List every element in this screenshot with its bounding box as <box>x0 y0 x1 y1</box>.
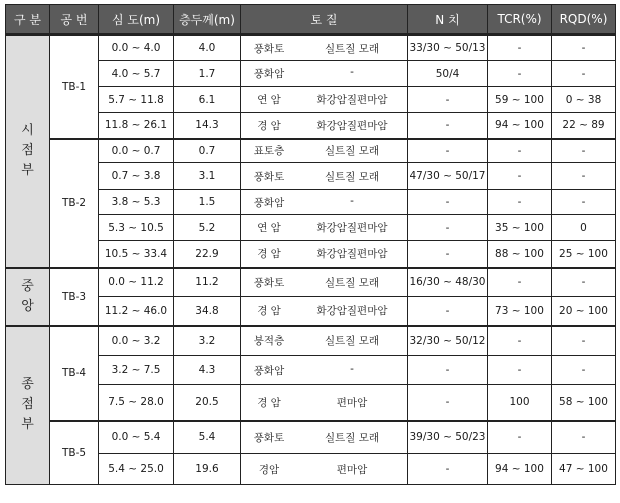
rqd-cell: 20 ~ 100 <box>552 297 616 326</box>
depth-cell: 0.0 ~ 4.0 <box>99 35 174 61</box>
soil-layer-name: 풍화토 <box>253 170 285 183</box>
soil-description: 실트질 모래 <box>324 431 380 444</box>
soil-layer-name: 연 암 <box>257 94 281 106</box>
soil-description: 화강암질편마암 <box>316 222 388 234</box>
tcr-cell: 88 ~ 100 <box>488 241 552 268</box>
n-value-cell: 50/4 <box>408 61 488 87</box>
soil-layer-name: 풍화토 <box>253 431 285 444</box>
borehole-id: TB-3 <box>50 268 99 326</box>
soil-description: - <box>350 362 354 375</box>
n-value-cell: 39/30 ~ 50/23 <box>408 421 488 454</box>
tcr-cell: - <box>488 326 552 356</box>
thickness-cell: 3.2 <box>174 326 241 356</box>
soil-description: 화강암질편마암 <box>316 248 388 261</box>
soil-cell <box>241 241 408 268</box>
soil-cell <box>241 454 408 485</box>
soil-description: 실트질 모래 <box>324 335 380 348</box>
soil-cell <box>241 326 408 356</box>
rqd-cell: 22 ~ 89 <box>552 113 616 139</box>
soil-layer-name: 풍화토 <box>253 276 285 289</box>
borehole-table <box>5 4 616 485</box>
region-name-char: 앙 <box>21 298 34 314</box>
soil-layer-name: 경 암 <box>257 396 281 409</box>
n-value-cell: 16/30 ~ 48/30 <box>408 268 488 297</box>
soil-cell <box>241 385 408 421</box>
soil-cell <box>241 139 408 163</box>
tcr-cell: 100 <box>488 385 552 421</box>
depth-cell: 0.0 ~ 11.2 <box>99 268 174 297</box>
tcr-cell: - <box>488 163 552 190</box>
region-cell <box>6 326 50 485</box>
n-value-cell: 32/30 ~ 50/12 <box>408 326 488 356</box>
header-rqd: RQD(%) <box>552 5 616 35</box>
depth-cell: 0.0 ~ 3.2 <box>99 326 174 356</box>
region-name-char: 부 <box>21 417 34 433</box>
depth-cell: 10.5 ~ 33.4 <box>99 241 174 268</box>
n-value-cell: - <box>408 385 488 421</box>
rqd-cell: - <box>552 163 616 190</box>
rqd-cell: - <box>552 356 616 385</box>
thickness-cell: 0.7 <box>174 139 241 163</box>
soil-description: - <box>350 194 354 207</box>
soil-layer-name: 경 암 <box>257 305 281 318</box>
tcr-cell: 94 ~ 100 <box>488 454 552 485</box>
thickness-cell: 19.6 <box>174 454 241 485</box>
soil-description: 화강암질편마암 <box>316 305 388 318</box>
soil-cell <box>241 268 408 297</box>
thickness-cell: 1.7 <box>174 61 241 87</box>
soil-description: 화강암질편마암 <box>316 119 388 132</box>
soil-cell <box>241 215 408 241</box>
soil-description: 화강암질편마암 <box>316 94 388 106</box>
soil-layer-name: 경 암 <box>257 248 281 261</box>
tcr-cell: - <box>488 421 552 454</box>
rqd-cell: - <box>552 139 616 163</box>
thickness-cell: 20.5 <box>174 385 241 421</box>
region-name-char: 점 <box>21 397 34 413</box>
borehole-table-container <box>5 4 615 485</box>
soil-cell <box>241 421 408 454</box>
tcr-cell: - <box>488 61 552 87</box>
thickness-cell: 4.3 <box>174 356 241 385</box>
soil-cell <box>241 190 408 215</box>
soil-description: 실트질 모래 <box>324 170 380 183</box>
thickness-cell: 5.2 <box>174 215 241 241</box>
thickness-cell: 5.4 <box>174 421 241 454</box>
soil-description: 실트질 모래 <box>324 42 380 55</box>
soil-description: 실트질 모래 <box>324 276 380 289</box>
tcr-cell: 94 ~ 100 <box>488 113 552 139</box>
header-tcr: TCR(%) <box>488 5 552 35</box>
n-value-cell: - <box>408 297 488 326</box>
table-header-row <box>6 5 616 35</box>
borehole-id: TB-2 <box>50 139 99 268</box>
depth-cell: 7.5 ~ 28.0 <box>99 385 174 421</box>
tcr-cell: 73 ~ 100 <box>488 297 552 326</box>
n-value-cell: - <box>408 454 488 485</box>
rqd-cell: 0 ~ 38 <box>552 87 616 113</box>
depth-cell: 11.8 ~ 26.1 <box>99 113 174 139</box>
table-row <box>6 326 616 356</box>
thickness-cell: 34.8 <box>174 297 241 326</box>
soil-layer-name: 연 암 <box>257 222 281 234</box>
header-depth: 심 도(m) <box>99 5 174 35</box>
soil-layer-name: 표토층 <box>253 145 285 158</box>
table-row <box>6 421 616 454</box>
depth-cell: 5.7 ~ 11.8 <box>99 87 174 113</box>
soil-cell <box>241 61 408 87</box>
tcr-cell: - <box>488 35 552 61</box>
depth-cell: 5.4 ~ 25.0 <box>99 454 174 485</box>
n-value-cell: - <box>408 356 488 385</box>
n-value-cell: - <box>408 87 488 113</box>
soil-layer-name: 풍화암 <box>253 364 285 377</box>
rqd-cell: - <box>552 190 616 215</box>
table-row <box>6 139 616 163</box>
tcr-cell: 59 ~ 100 <box>488 87 552 113</box>
tcr-cell: 35 ~ 100 <box>488 215 552 241</box>
header-region: 구 분 <box>6 5 50 35</box>
depth-cell: 0.0 ~ 0.7 <box>99 139 174 163</box>
n-value-cell: - <box>408 241 488 268</box>
soil-cell <box>241 35 408 61</box>
depth-cell: 4.0 ~ 5.7 <box>99 61 174 87</box>
depth-cell: 3.8 ~ 5.3 <box>99 190 174 215</box>
soil-layer-name: 경암 <box>258 463 280 476</box>
region-name-char: 종 <box>21 377 34 393</box>
depth-cell: 3.2 ~ 7.5 <box>99 356 174 385</box>
tcr-cell: - <box>488 139 552 163</box>
header-borehole: 공 번 <box>50 5 99 35</box>
soil-description: 편마암 <box>336 396 368 409</box>
soil-layer-name: 풍화암 <box>253 196 285 209</box>
tcr-cell: - <box>488 268 552 297</box>
rqd-cell: - <box>552 421 616 454</box>
soil-layer-name: 풍화토 <box>253 42 285 55</box>
n-value-cell: - <box>408 139 488 163</box>
soil-cell <box>241 356 408 385</box>
thickness-cell: 4.0 <box>174 35 241 61</box>
thickness-cell: 14.3 <box>174 113 241 139</box>
rqd-cell: - <box>552 268 616 297</box>
soil-layer-name: 경 암 <box>257 119 281 132</box>
header-thickness: 층두께(m) <box>174 5 241 35</box>
table-row <box>6 268 616 297</box>
header-soil: 토 질 <box>241 5 408 35</box>
soil-cell <box>241 113 408 139</box>
thickness-cell: 22.9 <box>174 241 241 268</box>
n-value-cell: - <box>408 190 488 215</box>
soil-cell <box>241 163 408 190</box>
region-name-char: 시 <box>21 123 34 139</box>
soil-description: - <box>350 66 354 78</box>
header-n-value: N 치 <box>408 5 488 35</box>
n-value-cell: - <box>408 113 488 139</box>
thickness-cell: 6.1 <box>174 87 241 113</box>
soil-cell <box>241 87 408 113</box>
borehole-id: TB-1 <box>50 35 99 139</box>
region-cell <box>6 268 50 326</box>
region-name-char: 점 <box>21 143 34 159</box>
rqd-cell: 58 ~ 100 <box>552 385 616 421</box>
depth-cell: 11.2 ~ 46.0 <box>99 297 174 326</box>
region-name-char: 중 <box>21 278 34 294</box>
soil-cell <box>241 297 408 326</box>
depth-cell: 5.3 ~ 10.5 <box>99 215 174 241</box>
soil-description: 편마암 <box>336 463 368 476</box>
rqd-cell: - <box>552 61 616 87</box>
depth-cell: 0.0 ~ 5.4 <box>99 421 174 454</box>
table-row <box>6 35 616 61</box>
soil-layer-name: 풍화암 <box>253 68 285 80</box>
soil-layer-name: 붕적층 <box>253 335 285 348</box>
thickness-cell: 11.2 <box>174 268 241 297</box>
borehole-id: TB-4 <box>50 326 99 421</box>
region-cell <box>6 35 50 268</box>
thickness-cell: 3.1 <box>174 163 241 190</box>
borehole-id: TB-5 <box>50 421 99 485</box>
rqd-cell: - <box>552 326 616 356</box>
thickness-cell: 1.5 <box>174 190 241 215</box>
region-name-char: 부 <box>21 163 34 179</box>
depth-cell: 0.7 ~ 3.8 <box>99 163 174 190</box>
table-body <box>6 35 616 485</box>
n-value-cell: 47/30 ~ 50/17 <box>408 163 488 190</box>
tcr-cell: - <box>488 190 552 215</box>
soil-description: 실트질 모래 <box>324 145 380 158</box>
rqd-cell: 0 <box>552 215 616 241</box>
rqd-cell: 47 ~ 100 <box>552 454 616 485</box>
tcr-cell: - <box>488 356 552 385</box>
n-value-cell: 33/30 ~ 50/13 <box>408 35 488 61</box>
rqd-cell: - <box>552 35 616 61</box>
rqd-cell: 25 ~ 100 <box>552 241 616 268</box>
n-value-cell: - <box>408 215 488 241</box>
